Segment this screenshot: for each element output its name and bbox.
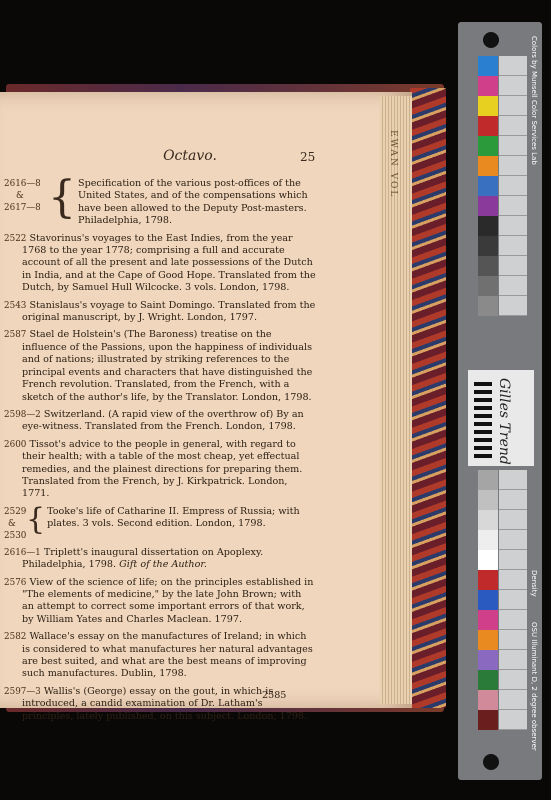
color-swatch: [478, 550, 498, 570]
density-cell: [499, 610, 527, 630]
page-heading: Octavo.: [163, 148, 217, 164]
color-swatch: [478, 490, 498, 510]
density-cell: [499, 630, 527, 650]
entry-text: Tissot's advice to the people in general, with regard to their health; with a table of the most cheap, yet effectual remedies, and the plainest directions for preparing them. Translated from the French, by J. Kirkpatrick. London, 1771.: [22, 438, 303, 500]
entry-text: Switzerland. (A rapid view of the overthrow of) By an eye-witness. Translated from the French. London, 1798.: [22, 408, 304, 433]
density-cell: [499, 690, 527, 710]
density-cell: [499, 590, 527, 610]
entry-number: 2616—1: [4, 547, 41, 558]
color-swatch: [478, 296, 498, 316]
entry-number: 2522: [4, 233, 27, 244]
entry-number: 2530: [4, 530, 27, 541]
color-swatch: [478, 136, 498, 156]
color-swatch: [478, 650, 498, 670]
color-swatch: [478, 96, 498, 116]
entry-text: Wallace's essay on the manufactures of Ireland; in which is considered to what manufactures her natural advantages are best suited, and what are the best means of improving such manufactures. Dublin, 1798.: [22, 631, 313, 680]
density-cell: [499, 256, 527, 276]
color-swatch: [478, 710, 498, 730]
target-label-bottom: OSU Illuminant D, 2 degree observer: [530, 622, 538, 751]
color-swatch: [478, 216, 498, 236]
catalog-entry: [4, 631, 316, 681]
entry-number: 2576: [4, 577, 27, 588]
color-swatch: [478, 530, 498, 550]
density-cell: [499, 670, 527, 690]
density-cell: [499, 276, 527, 296]
catchword: 2585: [262, 690, 287, 701]
color-swatch: [478, 236, 498, 256]
density-cell: [499, 550, 527, 570]
grayscale-bars: [474, 378, 492, 458]
color-swatch: [478, 470, 498, 490]
handwritten-note: Gift of the Author.: [119, 559, 207, 571]
catalog-entries: [4, 172, 316, 728]
density-cell: [499, 196, 527, 216]
density-cell: [499, 96, 527, 116]
catalog-entry: [4, 501, 316, 542]
catalog-entry: [4, 577, 316, 627]
density-cell: [499, 650, 527, 670]
density-cell: [499, 296, 527, 316]
spine-text: EWAN VOL: [388, 130, 398, 199]
catalog-entry: [4, 547, 316, 572]
entry-text: View of the science of life; on the principles established in "The elements of medicine," by the late John Brown; with an attempt to correct some important errors of that work, by William Yates and Charles Maclean. 1797.: [22, 576, 314, 625]
density-cell: [499, 56, 527, 76]
entry-numbers: [4, 506, 26, 542]
entry-number: 2600: [4, 439, 27, 450]
density-cell: [499, 136, 527, 156]
color-swatch: [478, 570, 498, 590]
color-swatch: [478, 76, 498, 96]
marbled-edge: [410, 88, 446, 708]
density-cell: [499, 510, 527, 530]
entry-text: Triplett's inaugural dissertation on Apoplexy. Philadelphia, 1798.: [22, 546, 264, 571]
entry-number-amp: &: [8, 518, 16, 529]
density-cell: [499, 76, 527, 96]
catalog-entry: [4, 439, 316, 501]
entry-numbers: [4, 178, 48, 214]
entry-number: 2529: [4, 506, 27, 517]
catalog-entry: [4, 233, 316, 295]
entry-text: Specification of the various post-offices of the United States, and of the compensations which have been allowed to the Deputy Post-masters. Philadelphia, 1798.: [78, 178, 308, 227]
color-swatch: [478, 56, 498, 76]
color-swatch: [478, 630, 498, 650]
handwritten-signature: Gilles Trend: [496, 378, 512, 465]
density-cell: [499, 156, 527, 176]
entry-text: Stael de Holstein's (The Baroness) treatise on the influence of the Passions, upon the happiness of individuals and of nations; illustrated by striking references to the principal events and characters that have distinguished the French revolution. Translated, from the French, with a sketch of the author's life, by the Translator. London, 1798.: [22, 329, 313, 403]
entry-text: Stanislaus's voyage to Saint Domingo. Translated from the original manuscript, by J. Wright. London, 1797.: [22, 299, 316, 324]
entry-number: 2597—3: [4, 686, 41, 697]
entry-number: 2582: [4, 632, 27, 643]
color-swatch: [478, 256, 498, 276]
color-swatch: [478, 510, 498, 530]
density-cell: [499, 176, 527, 196]
density-label: Density: [530, 570, 538, 597]
entry-text: Wallis's (George) essay on the gout, in which is introduced, a candid examination of Dr. Latham's principles, lately published, on this subject. London, 1798.: [22, 685, 308, 722]
entry-text: Tooke's life of Catharine II. Empress of Russia; with plates. 3 vols. Second edition. London, 1798.: [47, 505, 300, 530]
target-label-top: Colors by Munsell Color Services Lab: [530, 36, 538, 165]
brace-mark: {: [26, 501, 46, 537]
page-number: 25: [300, 150, 316, 164]
color-swatch: [478, 590, 498, 610]
color-swatch: [478, 276, 498, 296]
color-swatch: [478, 116, 498, 136]
entry-number: 2598—2: [4, 409, 41, 420]
swatch-column-top: [478, 56, 498, 316]
density-cell: [499, 490, 527, 510]
density-cell: [499, 570, 527, 590]
density-cell: [499, 216, 527, 236]
target-hole: [483, 32, 499, 48]
entry-number-amp: &: [16, 191, 24, 201]
density-cell: [499, 470, 527, 490]
color-swatch: [478, 176, 498, 196]
color-swatch: [478, 670, 498, 690]
swatch-column-bottom: [478, 470, 498, 730]
entry-number: 2543: [4, 300, 27, 311]
color-swatch: [478, 690, 498, 710]
target-label-panel: [468, 370, 534, 466]
density-cell: [499, 710, 527, 730]
density-cell: [499, 530, 527, 550]
catalog-entry: [4, 300, 316, 325]
entry-number: 2587: [4, 330, 27, 341]
entry-number: 2616—8: [4, 179, 41, 189]
color-swatch: [478, 156, 498, 176]
brace-mark: {: [48, 172, 76, 223]
density-cell: [499, 236, 527, 256]
density-table-bottom: [499, 470, 527, 730]
color-swatch: [478, 196, 498, 216]
target-hole: [483, 754, 499, 770]
catalog-entry: [4, 329, 316, 403]
density-table-top: [499, 56, 527, 316]
density-cell: [499, 116, 527, 136]
entry-text: Stavorinus's voyages to the East Indies, from the year 1768 to the year 1778; comprising a full and accurate account of all the present and late possessions of the Dutch in India, and at the Cape of Good Hope. Translated from the Dutch, by Samuel Hull Wilcocke. 3 vols. London, 1798.: [22, 232, 316, 294]
color-swatch: [478, 610, 498, 630]
color-target: [458, 22, 542, 780]
catalog-entry: [4, 172, 316, 228]
entry-number: 2617—8: [4, 203, 41, 213]
catalog-entry: [4, 409, 316, 434]
